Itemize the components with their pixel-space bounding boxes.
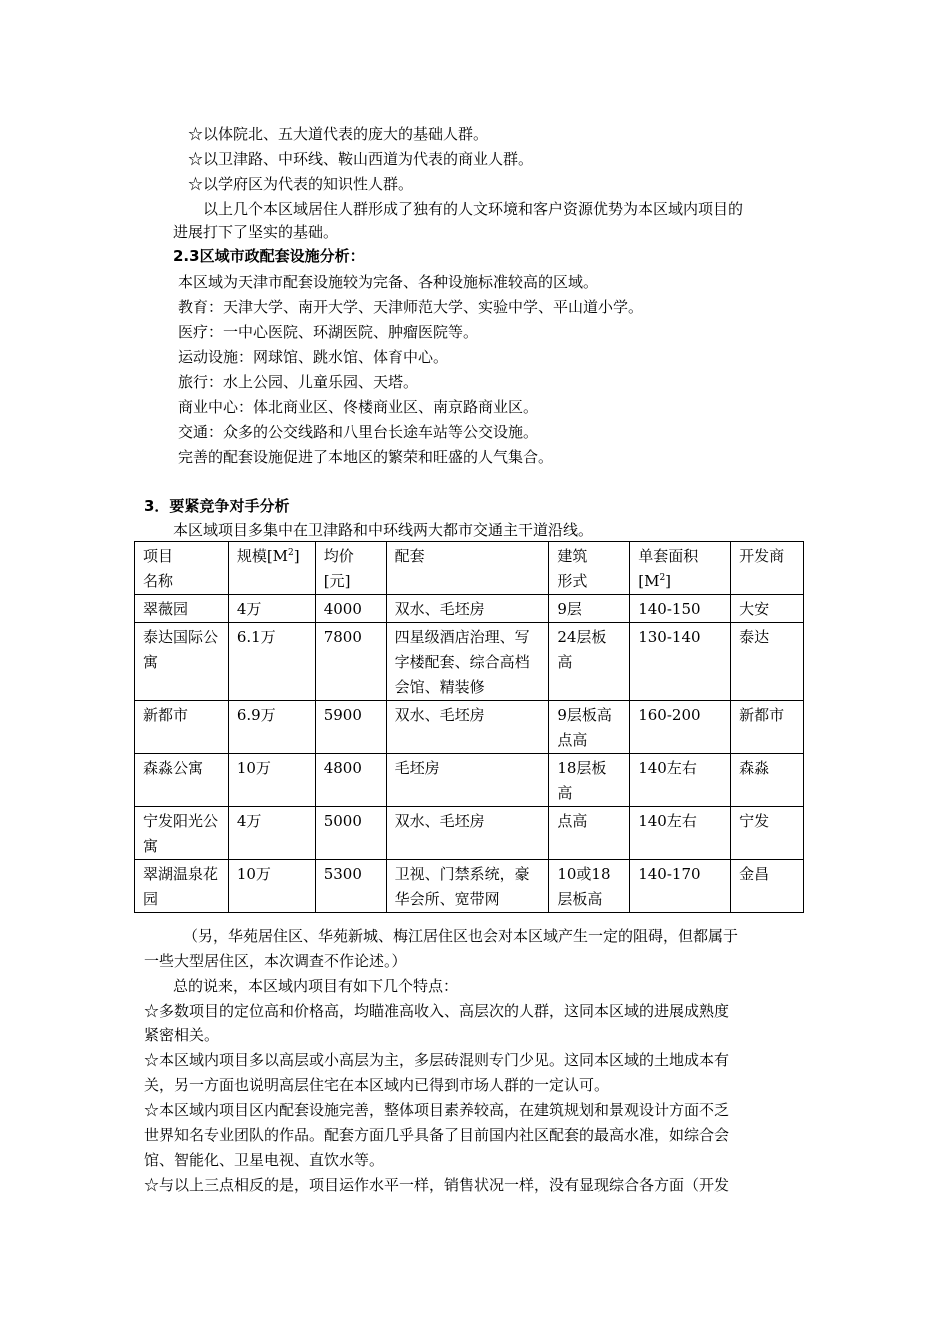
bullet-knowledge-crowd: ☆以学府区为代表的知识性人群。 <box>188 175 414 193</box>
cell-facilities: 卫视、门禁系统，豪华会所、宽带网 <box>386 860 549 913</box>
cell-area: 140左右 <box>630 807 731 860</box>
cell-scale: 4万 <box>228 807 315 860</box>
facilities-sports: 运动设施：网球馆、跳水馆、体育中心。 <box>178 348 449 366</box>
table-row <box>135 595 804 623</box>
cell-developer: 森淼 <box>731 754 804 807</box>
table-row <box>135 754 804 807</box>
header-unit-area: 单套面积 $[M^2]$ <box>630 542 731 595</box>
cell-name: 新都市 <box>135 701 229 754</box>
facilities-commerce: 商业中心：体北商业区、佟楼商业区、南京路商业区。 <box>178 398 539 416</box>
cell-area: 160-200 <box>630 701 731 754</box>
bullet-commercial-crowd: ☆以卫津路、中环线、鞍山西道为代表的商业人群。 <box>188 150 534 168</box>
note-line2: 一些大型居住区，本次调查不作论述。） <box>144 952 407 970</box>
cell-facilities: 双水、毛坯房 <box>386 807 549 860</box>
cell-form: 9层板高点高 <box>549 701 630 754</box>
cell-developer: 大安 <box>731 595 804 623</box>
cell-area: 130-140 <box>630 623 731 701</box>
cell-area: 140-170 <box>630 860 731 913</box>
cell-area: 140左右 <box>630 754 731 807</box>
cell-area: 140-150 <box>630 595 731 623</box>
cell-name: 翠湖温泉花园 <box>135 860 229 913</box>
cell-scale: 6.1万 <box>228 623 315 701</box>
section-heading-2-3: 2.3区域市政配套设施分析： <box>173 247 365 265</box>
cell-facilities: 双水、毛坯房 <box>386 595 549 623</box>
table-row <box>135 701 804 754</box>
feature-line: 关，另一方面也说明高层住宅在本区域内已得到市场人群的一定认可。 <box>144 1076 610 1094</box>
cell-form: 18层板高 <box>549 754 630 807</box>
table-header-row <box>135 542 804 595</box>
cell-form: 24层板高 <box>549 623 630 701</box>
feature-line: ☆本区域内项目区内配套设施完善，整体项目素养较高，在建筑规划和景观设计方面不乏 <box>144 1101 730 1119</box>
competitor-table <box>134 541 804 913</box>
table-row <box>135 860 804 913</box>
facilities-travel: 旅行：水上公园、儿童乐园、天塔。 <box>178 373 419 391</box>
bullet-basic-crowd: ☆以体院北、五大道代表的庞大的基础人群。 <box>188 125 489 143</box>
cell-price: 4800 <box>315 754 386 807</box>
cell-scale: 10万 <box>228 754 315 807</box>
cell-developer: 新都市 <box>731 701 804 754</box>
cell-scale: 6.9万 <box>228 701 315 754</box>
summary-paragraph-line1: 以上几个本区域居住人群形成了独有的人文环境和客户资源优势为本区域内项目的 <box>203 200 744 218</box>
cell-price: 4000 <box>315 595 386 623</box>
cell-form: 10或18层板高 <box>549 860 630 913</box>
cell-price: 7800 <box>315 623 386 701</box>
cell-price: 5300 <box>315 860 386 913</box>
cell-name: 森淼公寓 <box>135 754 229 807</box>
facilities-education: 教育：天津大学、南开大学、天津师范大学、实验中学、平山道小学。 <box>178 298 644 316</box>
header-name: 项目 名称 <box>135 542 229 595</box>
cell-scale: 4万 <box>228 595 315 623</box>
header-developer: 开发商 <box>731 542 804 595</box>
header-facilities: 配套 <box>386 542 549 595</box>
cell-facilities: 毛坯房 <box>386 754 549 807</box>
cell-developer: 泰达 <box>731 623 804 701</box>
header-building-form: 建筑 形式 <box>549 542 630 595</box>
note-line1: （另，华苑居住区、华苑新城、梅江居住区也会对本区域产生一定的阻碍，但都属于 <box>183 927 739 945</box>
facilities-transport: 交通：众多的公交线路和八里台长途车站等公交设施。 <box>178 423 539 441</box>
competitors-intro: 本区域项目多集中在卫津路和中环线两大都市交通主干道沿线。 <box>173 521 594 539</box>
facilities-medical: 医疗：一中心医院、环湖医院、肿瘤医院等。 <box>178 323 479 341</box>
summary-paragraph-line2: 进展打下了坚实的基础。 <box>173 223 339 241</box>
cell-form: 9层 <box>549 595 630 623</box>
cell-name: 泰达国际公寓 <box>135 623 229 701</box>
header-price: 均价 [元] <box>315 542 386 595</box>
cell-developer: 宁发 <box>731 807 804 860</box>
feature-line: ☆多数项目的定位高和价格高，均瞄准高收入、高层次的人群，这同本区域的进展成熟度 <box>144 1002 730 1020</box>
section-heading-3: 3．要紧竞争对手分析 <box>144 497 290 515</box>
feature-line: 紧密相关。 <box>144 1026 220 1044</box>
cell-facilities: 四星级酒店治理、写字楼配套、综合高档会馆、精装修 <box>386 623 549 701</box>
cell-price: 5900 <box>315 701 386 754</box>
cell-facilities: 双水、毛坯房 <box>386 701 549 754</box>
feature-line: 世界知名专业团队的作品。配套方面几乎具备了目前国内社区配套的最高水准，如综合会 <box>144 1126 730 1144</box>
table-row <box>135 623 804 701</box>
table-row <box>135 807 804 860</box>
header-scale: 规模$[M^2]$ <box>228 542 315 595</box>
features-intro: 总的说来，本区域内项目有如下几个特点： <box>173 977 459 995</box>
cell-developer: 金昌 <box>731 860 804 913</box>
cell-form: 点高 <box>549 807 630 860</box>
facilities-overview: 本区域为天津市配套设施较为完备、各种设施标准较高的区域。 <box>178 273 599 291</box>
cell-scale: 10万 <box>228 860 315 913</box>
cell-name: 宁发阳光公寓 <box>135 807 229 860</box>
feature-line: ☆与以上三点相反的是，项目运作水平一样，销售状况一样，没有显现综合各方面（开发 <box>144 1176 730 1194</box>
facilities-summary: 完善的配套设施促进了本地区的繁荣和旺盛的人气集合。 <box>178 448 554 466</box>
cell-name: 翠薇园 <box>135 595 229 623</box>
feature-line: 馆、智能化、卫星电视、直饮水等。 <box>144 1151 385 1169</box>
feature-line: ☆本区域内项目多以高层或小高层为主，多层砖混则专门少见。这同本区域的土地成本有 <box>144 1051 730 1069</box>
cell-price: 5000 <box>315 807 386 860</box>
